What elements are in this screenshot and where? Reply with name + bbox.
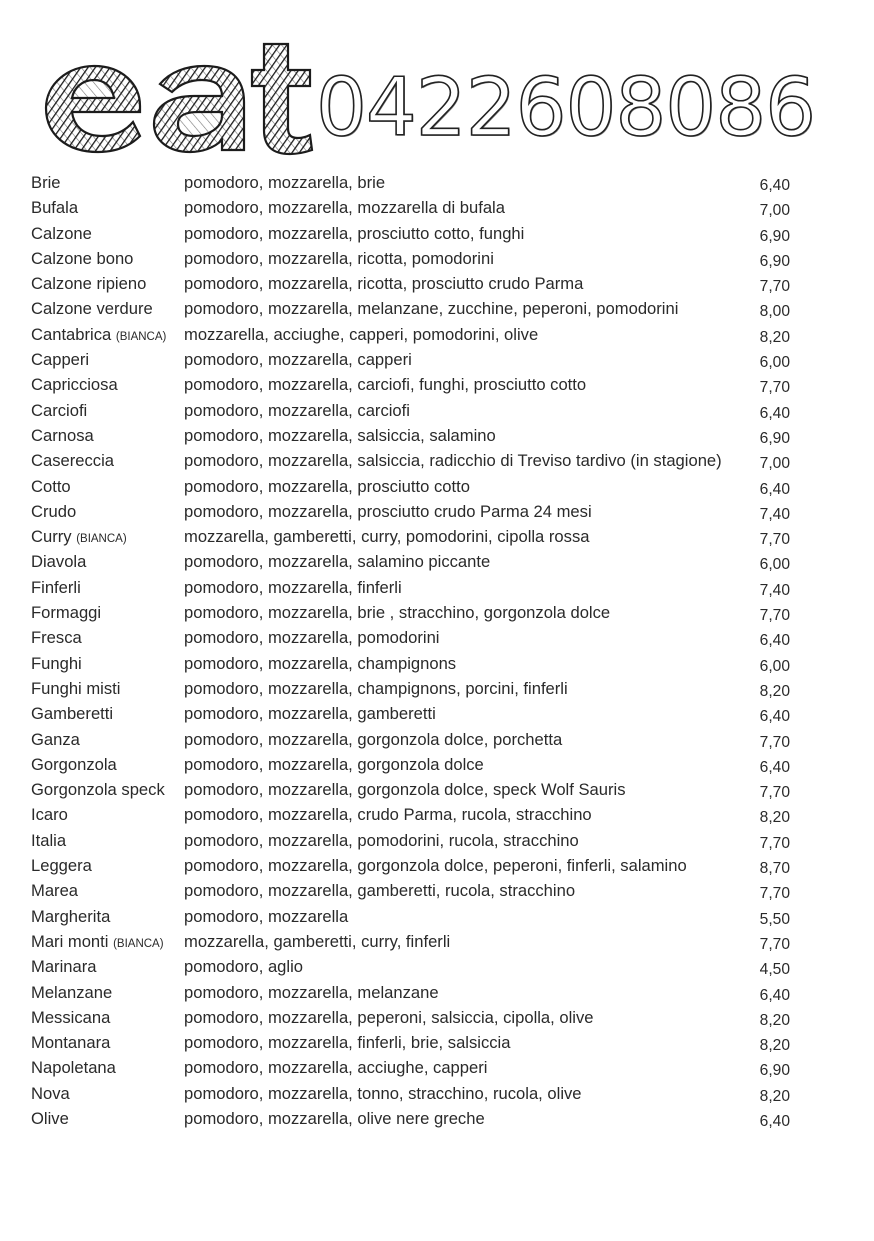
menu-item-ingredients: pomodoro, mozzarella, prosciutto cotto bbox=[184, 476, 470, 496]
menu-item bbox=[31, 374, 793, 399]
menu-item bbox=[31, 1108, 793, 1133]
menu-item-name-text: Fresca bbox=[31, 628, 82, 648]
menu-item-tag: (BIANCA) bbox=[113, 937, 164, 950]
menu-item bbox=[31, 1057, 793, 1082]
menu-item-price: 5,50 bbox=[759, 910, 790, 928]
menu-item bbox=[31, 602, 793, 627]
menu-item-price: 7,70 bbox=[759, 935, 790, 953]
menu-item-ingredients: pomodoro, mozzarella, mozzarella di bufala bbox=[184, 198, 505, 218]
menu-item-name-text: Marea bbox=[31, 881, 79, 901]
menu-item-name bbox=[31, 830, 66, 852]
menu-item-ingredients: pomodoro, mozzarella, prosciutto crudo Parma 24 mesi bbox=[184, 501, 592, 521]
menu-item-price: 4,50 bbox=[759, 961, 790, 979]
menu-item-ingredients: pomodoro, mozzarella, finferli bbox=[184, 577, 402, 597]
menu-item-name bbox=[31, 779, 165, 801]
menu-item bbox=[31, 627, 793, 652]
menu-item-name bbox=[31, 374, 118, 396]
logo-letter-e bbox=[46, 66, 140, 152]
menu-item-name-text: Ganza bbox=[31, 729, 80, 749]
menu-item-name bbox=[31, 400, 87, 422]
menu-item-name-text: Gamberetti bbox=[31, 704, 114, 724]
menu-item-ingredients: mozzarella, gamberetti, curry, finferli bbox=[184, 931, 451, 951]
menu-item bbox=[31, 273, 793, 298]
phone-number: 0422608086 bbox=[316, 61, 815, 154]
menu-item-name-text: Olive bbox=[31, 1108, 69, 1128]
menu-item-name bbox=[31, 602, 101, 624]
eat-logo bbox=[36, 36, 316, 156]
menu-item-name bbox=[31, 526, 127, 550]
menu-item-price: 7,70 bbox=[759, 531, 790, 549]
menu-item-ingredients: pomodoro, mozzarella, gorgonzola dolce, peperoni, finferli, salamino bbox=[184, 856, 687, 876]
menu-item bbox=[31, 906, 793, 931]
menu-item bbox=[31, 931, 793, 956]
menu-item-ingredients: pomodoro, mozzarella, acciughe, capperi bbox=[184, 1058, 488, 1078]
menu-item-price: 8,00 bbox=[759, 303, 790, 321]
menu-item-name-text: Calzone verdure bbox=[31, 299, 153, 319]
menu-item-price: 6,40 bbox=[759, 404, 790, 422]
menu-item-ingredients: pomodoro, mozzarella, ricotta, pomodorini bbox=[184, 248, 494, 268]
menu-item-name-text: Carciofi bbox=[31, 400, 88, 420]
menu-item-name bbox=[31, 1032, 110, 1054]
menu-item-ingredients: pomodoro, mozzarella, tonno, stracchino, rucola, olive bbox=[184, 1083, 582, 1103]
menu-item-name-text: Crudo bbox=[31, 501, 77, 521]
menu-item-ingredients: pomodoro, mozzarella, carciofi, funghi, prosciutto cotto bbox=[184, 375, 587, 395]
menu-item bbox=[31, 577, 793, 602]
menu-item-name bbox=[31, 1057, 116, 1079]
menu-item-name bbox=[31, 703, 113, 725]
menu-item-ingredients: pomodoro, mozzarella bbox=[184, 906, 349, 926]
menu-item bbox=[31, 1007, 793, 1032]
menu-item-name-text: Napoletana bbox=[31, 1058, 116, 1078]
menu-item bbox=[31, 1032, 793, 1057]
menu-item bbox=[31, 248, 793, 273]
menu-item bbox=[31, 830, 793, 855]
menu-item bbox=[31, 551, 793, 576]
menu-item-ingredients: pomodoro, mozzarella, gorgonzola dolce, porchetta bbox=[184, 729, 563, 749]
menu-item-price: 7,70 bbox=[759, 733, 790, 751]
menu-item-ingredients: mozzarella, gamberetti, curry, pomodorini, cipolla rossa bbox=[184, 527, 590, 547]
menu-item-name-text: Curry bbox=[31, 527, 72, 547]
menu-item-name bbox=[31, 248, 133, 270]
menu-item-ingredients: pomodoro, mozzarella, melanzane bbox=[184, 982, 439, 1002]
menu-item-name-text: Funghi bbox=[31, 653, 82, 673]
menu-item-name-text: Nova bbox=[31, 1083, 70, 1103]
menu-item-name bbox=[31, 804, 68, 826]
menu-item-ingredients: pomodoro, mozzarella, brie , stracchino, gorgonzola dolce bbox=[184, 603, 611, 623]
menu-item-name-text: Montanara bbox=[31, 1033, 111, 1053]
menu-item-name bbox=[31, 880, 78, 902]
menu-item-price: 6,40 bbox=[759, 480, 790, 498]
menu-item bbox=[31, 804, 793, 829]
menu-item-price: 6,00 bbox=[759, 354, 790, 372]
menu-item-name-text: Melanzane bbox=[31, 982, 113, 1002]
menu-item-price: 8,20 bbox=[759, 1037, 790, 1055]
menu-item-ingredients: pomodoro, mozzarella, ricotta, prosciutto crudo Parma bbox=[184, 274, 584, 294]
menu-item bbox=[31, 172, 793, 197]
menu-item-ingredients: pomodoro, mozzarella, gamberetti, rucola, stracchino bbox=[184, 881, 576, 901]
menu-item bbox=[31, 855, 793, 880]
menu-item-ingredients: pomodoro, mozzarella, finferli, brie, salsiccia bbox=[184, 1033, 511, 1053]
menu-item-ingredients: pomodoro, mozzarella, pomodorini, rucola, stracchino bbox=[184, 830, 579, 850]
menu-item-ingredients: pomodoro, mozzarella, champignons, porcini, finferli bbox=[184, 678, 568, 698]
menu-item-price: 7,00 bbox=[759, 202, 790, 220]
menu-item-name bbox=[31, 577, 81, 599]
menu-item-name-text: Cotto bbox=[31, 476, 71, 496]
menu-item-name bbox=[31, 627, 82, 649]
menu-item-ingredients: mozzarella, acciughe, capperi, pomodorini, olive bbox=[184, 324, 539, 344]
menu-item-ingredients: pomodoro, aglio bbox=[184, 957, 304, 977]
menu-item-ingredients: pomodoro, mozzarella, pomodorini bbox=[184, 628, 440, 648]
menu-item bbox=[31, 197, 793, 222]
logo-letter-t bbox=[252, 44, 312, 154]
menu-item-name bbox=[31, 324, 166, 348]
menu-item-price: 7,70 bbox=[759, 607, 790, 625]
menu-item-ingredients: pomodoro, mozzarella, salsiccia, salamino bbox=[184, 425, 496, 445]
menu-item-price: 6,00 bbox=[759, 556, 790, 574]
menu-item-name-text: Diavola bbox=[31, 552, 87, 572]
menu-item bbox=[31, 653, 793, 678]
menu-item-price: 6,40 bbox=[759, 708, 790, 726]
menu-item-price: 6,90 bbox=[759, 252, 790, 270]
menu-item-name-text: Capricciosa bbox=[31, 375, 118, 395]
menu-item-name bbox=[31, 197, 78, 219]
menu-item bbox=[31, 298, 793, 323]
menu-item-price: 7,00 bbox=[759, 455, 790, 473]
menu-item bbox=[31, 779, 793, 804]
menu-item bbox=[31, 476, 793, 501]
menu-item bbox=[31, 1083, 793, 1108]
menu-item-price: 7,70 bbox=[759, 885, 790, 903]
menu-item bbox=[31, 501, 793, 526]
menu-item bbox=[31, 349, 793, 374]
menu-item-ingredients: pomodoro, mozzarella, melanzane, zucchine, peperoni, pomodorini bbox=[184, 299, 679, 319]
menu-item-name-text: Bufala bbox=[31, 198, 79, 218]
menu-item-ingredients: pomodoro, mozzarella, gamberetti bbox=[184, 704, 436, 724]
menu-item-ingredients: pomodoro, mozzarella, salsiccia, radicchio di Treviso tardivo (in stagione) bbox=[184, 451, 722, 471]
menu-item-name-text: Brie bbox=[31, 173, 61, 192]
menu-item-name-text: Cantabrica bbox=[31, 324, 112, 344]
menu-item-price: 7,40 bbox=[759, 581, 790, 599]
menu-item-name bbox=[31, 1007, 110, 1029]
menu-item bbox=[31, 450, 793, 475]
menu-item-name bbox=[31, 906, 110, 928]
menu-item-ingredients: pomodoro, mozzarella, prosciutto cotto, funghi bbox=[184, 223, 525, 243]
menu-item-ingredients: pomodoro, mozzarella, olive nere greche bbox=[184, 1108, 485, 1128]
menu-item-name bbox=[31, 476, 71, 498]
menu-item-ingredients: pomodoro, mozzarella, gorgonzola dolce, speck Wolf Sauris bbox=[184, 780, 626, 800]
menu-item-name-text: Mari monti bbox=[31, 931, 109, 951]
menu-item-price: 7,70 bbox=[759, 784, 790, 802]
menu-item-name-text: Icaro bbox=[31, 805, 68, 825]
menu-item bbox=[31, 678, 793, 703]
menu-item-price: 6,40 bbox=[759, 177, 790, 194]
menu-item-name bbox=[31, 729, 80, 751]
menu-item-name bbox=[31, 450, 114, 472]
menu-item-ingredients: pomodoro, mozzarella, champignons bbox=[184, 653, 457, 673]
menu-item-name bbox=[31, 1083, 70, 1105]
menu-item-price: 6,00 bbox=[759, 657, 790, 675]
menu-item-ingredients: pomodoro, mozzarella, salamino piccante bbox=[184, 552, 491, 572]
menu-item-ingredients: pomodoro, mozzarella, carciofi bbox=[184, 400, 410, 420]
menu-item-tag: (BIANCA) bbox=[115, 330, 167, 343]
menu-item-name-text: Funghi misti bbox=[31, 678, 121, 698]
menu-item-name-text: Formaggi bbox=[31, 603, 102, 623]
menu-item bbox=[31, 400, 793, 425]
menu-item-price: 6,90 bbox=[759, 227, 790, 245]
menu-item-tag: (BIANCA) bbox=[76, 533, 127, 546]
menu-item-price: 6,40 bbox=[759, 758, 790, 776]
menu-item-name bbox=[31, 754, 117, 776]
menu-item-name bbox=[31, 172, 61, 194]
menu-item-name-text: Casereccia bbox=[31, 451, 115, 471]
menu-item bbox=[31, 982, 793, 1007]
menu-item-name-text: Gorgonzola bbox=[31, 754, 117, 774]
menu-item-name bbox=[31, 223, 92, 245]
menu-item-price: 7,40 bbox=[759, 505, 790, 523]
menu-item bbox=[31, 880, 793, 905]
menu-item-ingredients: pomodoro, mozzarella, gorgonzola dolce bbox=[184, 754, 484, 774]
menu-item-price: 7,70 bbox=[759, 278, 790, 296]
menu-item-price: 7,70 bbox=[759, 379, 790, 397]
menu-item-ingredients: pomodoro, mozzarella, crudo Parma, rucola, stracchino bbox=[184, 805, 592, 825]
menu-item-name-text: Carnosa bbox=[31, 425, 94, 445]
menu-item-name-text: Leggera bbox=[31, 856, 92, 876]
menu-item-name-text: Margherita bbox=[31, 906, 111, 926]
menu-item-ingredients: pomodoro, mozzarella, capperi bbox=[184, 350, 412, 370]
menu-item-name bbox=[31, 1108, 69, 1130]
menu-item-price: 6,40 bbox=[759, 632, 790, 650]
menu-item-name-text: Capperi bbox=[31, 350, 90, 370]
menu-item-name-text: Finferli bbox=[31, 577, 81, 597]
menu-item-name-text: Calzone bono bbox=[31, 248, 134, 268]
menu-item-price: 8,20 bbox=[759, 682, 790, 700]
menu-item bbox=[31, 956, 793, 981]
menu-item-name bbox=[31, 855, 92, 877]
menu-item bbox=[31, 526, 793, 551]
menu-item-price: 7,70 bbox=[759, 834, 790, 852]
menu-item-name-text: Calzone bbox=[31, 223, 92, 243]
menu-item-price: 8,70 bbox=[759, 860, 790, 878]
menu-item-name-text: Italia bbox=[31, 830, 67, 850]
menu-item-price: 8,20 bbox=[759, 1011, 790, 1029]
menu-item-name bbox=[31, 273, 146, 295]
menu-item bbox=[31, 703, 793, 728]
menu-item bbox=[31, 729, 793, 754]
menu-item-name-text: Calzone ripieno bbox=[31, 274, 147, 294]
menu-item-name bbox=[31, 349, 89, 371]
menu-item bbox=[31, 324, 793, 349]
menu-item-name bbox=[31, 931, 164, 955]
menu-header bbox=[36, 36, 836, 156]
pizza-menu-list bbox=[31, 172, 793, 1133]
menu-item-name bbox=[31, 425, 94, 447]
menu-item-price: 6,90 bbox=[759, 429, 790, 447]
menu-item-name bbox=[31, 982, 112, 1004]
menu-item bbox=[31, 754, 793, 779]
menu-item bbox=[31, 223, 793, 248]
menu-item-name-text: Messicana bbox=[31, 1007, 111, 1027]
menu-item-price: 8,20 bbox=[759, 1087, 790, 1105]
logo-letter-a bbox=[154, 66, 244, 152]
menu-item-name bbox=[31, 956, 96, 978]
menu-item-name bbox=[31, 298, 153, 320]
menu-item-name-text: Gorgonzola speck bbox=[31, 780, 165, 800]
menu-item-price: 6,40 bbox=[759, 1112, 790, 1130]
menu-item bbox=[31, 425, 793, 450]
menu-item-name bbox=[31, 678, 120, 700]
menu-item-name bbox=[31, 551, 86, 573]
menu-item-name-text: Marinara bbox=[31, 957, 97, 977]
menu-item-ingredients: pomodoro, mozzarella, peperoni, salsiccia, cipolla, olive bbox=[184, 1007, 594, 1027]
menu-item-price: 6,90 bbox=[759, 1062, 790, 1080]
menu-item-ingredients: pomodoro, mozzarella, brie bbox=[184, 173, 386, 192]
menu-item-price: 8,20 bbox=[759, 328, 790, 346]
menu-item-price: 8,20 bbox=[759, 809, 790, 827]
menu-item-price: 6,40 bbox=[759, 986, 790, 1004]
menu-item-name bbox=[31, 653, 82, 675]
menu-item-name bbox=[31, 501, 76, 523]
